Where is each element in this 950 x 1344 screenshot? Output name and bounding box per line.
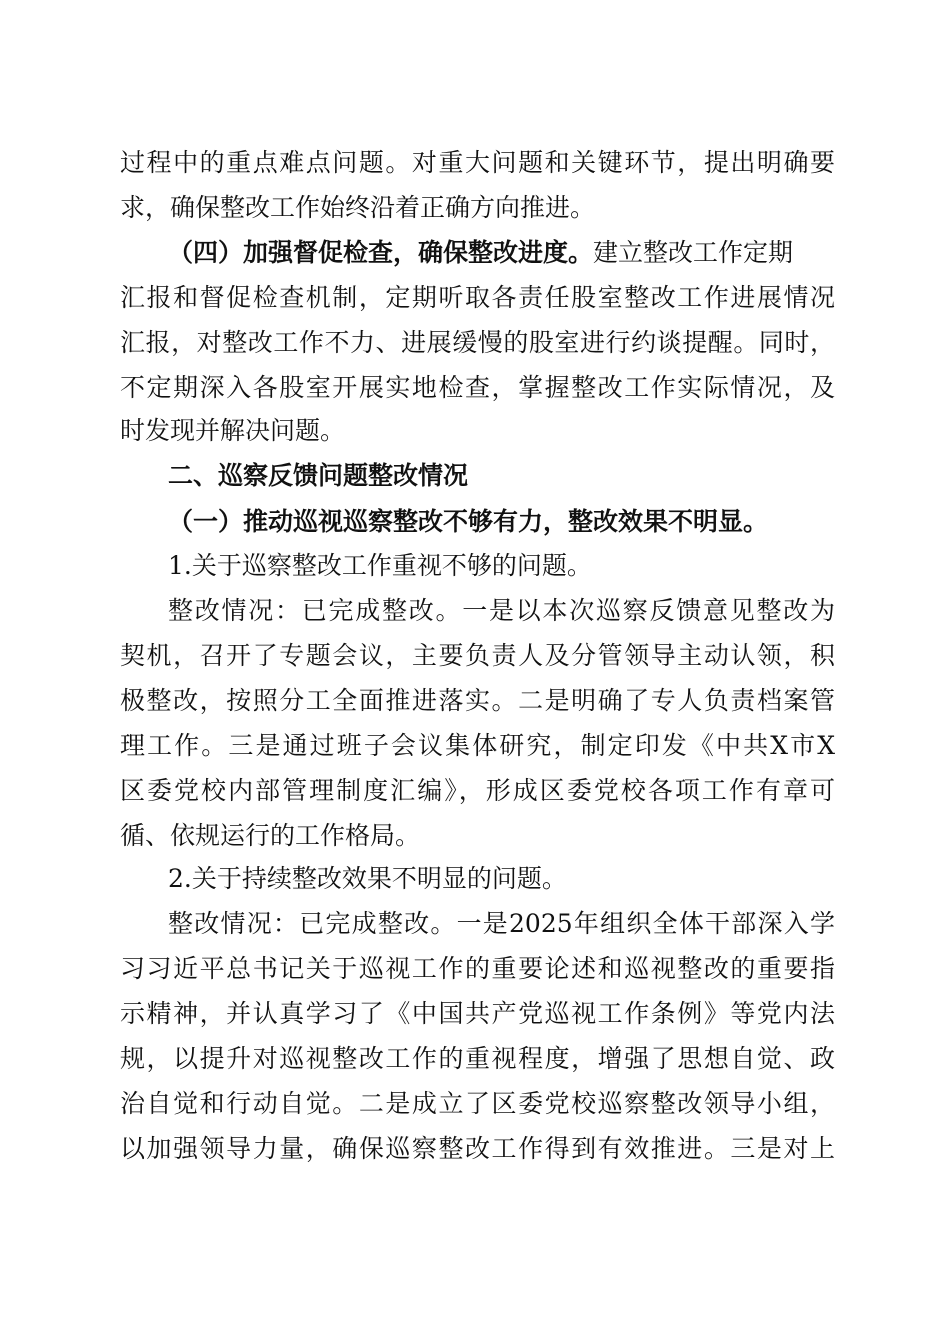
body-text-line: 求，确保整改工作始终沿着正确方向推进。: [120, 193, 596, 222]
body-text-line: 区委党校内部管理制度汇编》，形成区委党校各项工作有章可: [120, 776, 835, 805]
body-text-line: 循、依规运行的工作格局。: [120, 821, 421, 850]
item-heading: 2.关于持续整改效果不明显的问题。: [168, 864, 567, 893]
body-text-line: 不定期深入各股室开展实地检查，掌握整改工作实际情况，及: [120, 373, 835, 402]
body-text-line: 理工作。三是通过班子会议集体研究，制定印发《中共X市X: [120, 731, 835, 760]
body-text-line: 建立整改工作定期: [593, 238, 794, 267]
body-text-line: 习习近平总书记关于巡视工作的重要论述和巡视整改的重要指: [120, 954, 835, 983]
section-paragraph-4: [120, 237, 835, 269]
body-text-line: 时发现并解决问题。: [120, 416, 346, 445]
body-text-line: 整改情况：已完成整改。一是以本次巡察反馈意见整改为: [168, 596, 835, 625]
body-text-line: 汇报和督促检查机制，定期听取各责任股室整改工作进展情况: [120, 283, 835, 312]
body-text-line: 示精神，并认真学习了《中国共产党巡视工作条例》等党内法: [120, 999, 835, 1028]
body-text-line: 治自觉和行动自觉。二是成立了区委党校巡察整改领导小组，: [120, 1089, 835, 1118]
subsection-heading: （一）推动巡视巡察整改不够有力，整改效果不明显。: [168, 507, 769, 536]
body-text-line: 过程中的重点难点问题。对重大问题和关键环节，提出明确要: [120, 148, 835, 177]
section-heading: 二、巡察反馈问题整改情况: [168, 461, 469, 490]
subsection-heading: （四）加强督促检查，确保整改进度。: [168, 238, 594, 267]
item-heading: 1.关于巡察整改工作重视不够的问题。: [168, 551, 592, 580]
body-text-line: 规，以提升对巡视整改工作的重视程度，增强了思想自觉、政: [120, 1044, 835, 1073]
body-text-line: 以加强领导力量，确保巡察整改工作得到有效推进。三是对上: [120, 1134, 835, 1163]
body-text-line: 极整改，按照分工全面推进落实。二是明确了专人负责档案管: [120, 686, 835, 715]
body-text-line: 汇报，对整改工作不力、进展缓慢的股室进行约谈提醒。同时，: [120, 328, 835, 357]
body-text-line: 契机，召开了专题会议，主要负责人及分管领导主动认领，积: [120, 641, 835, 670]
body-text-line: 整改情况：已完成整改。一是2025年组织全体干部深入学: [168, 909, 835, 938]
